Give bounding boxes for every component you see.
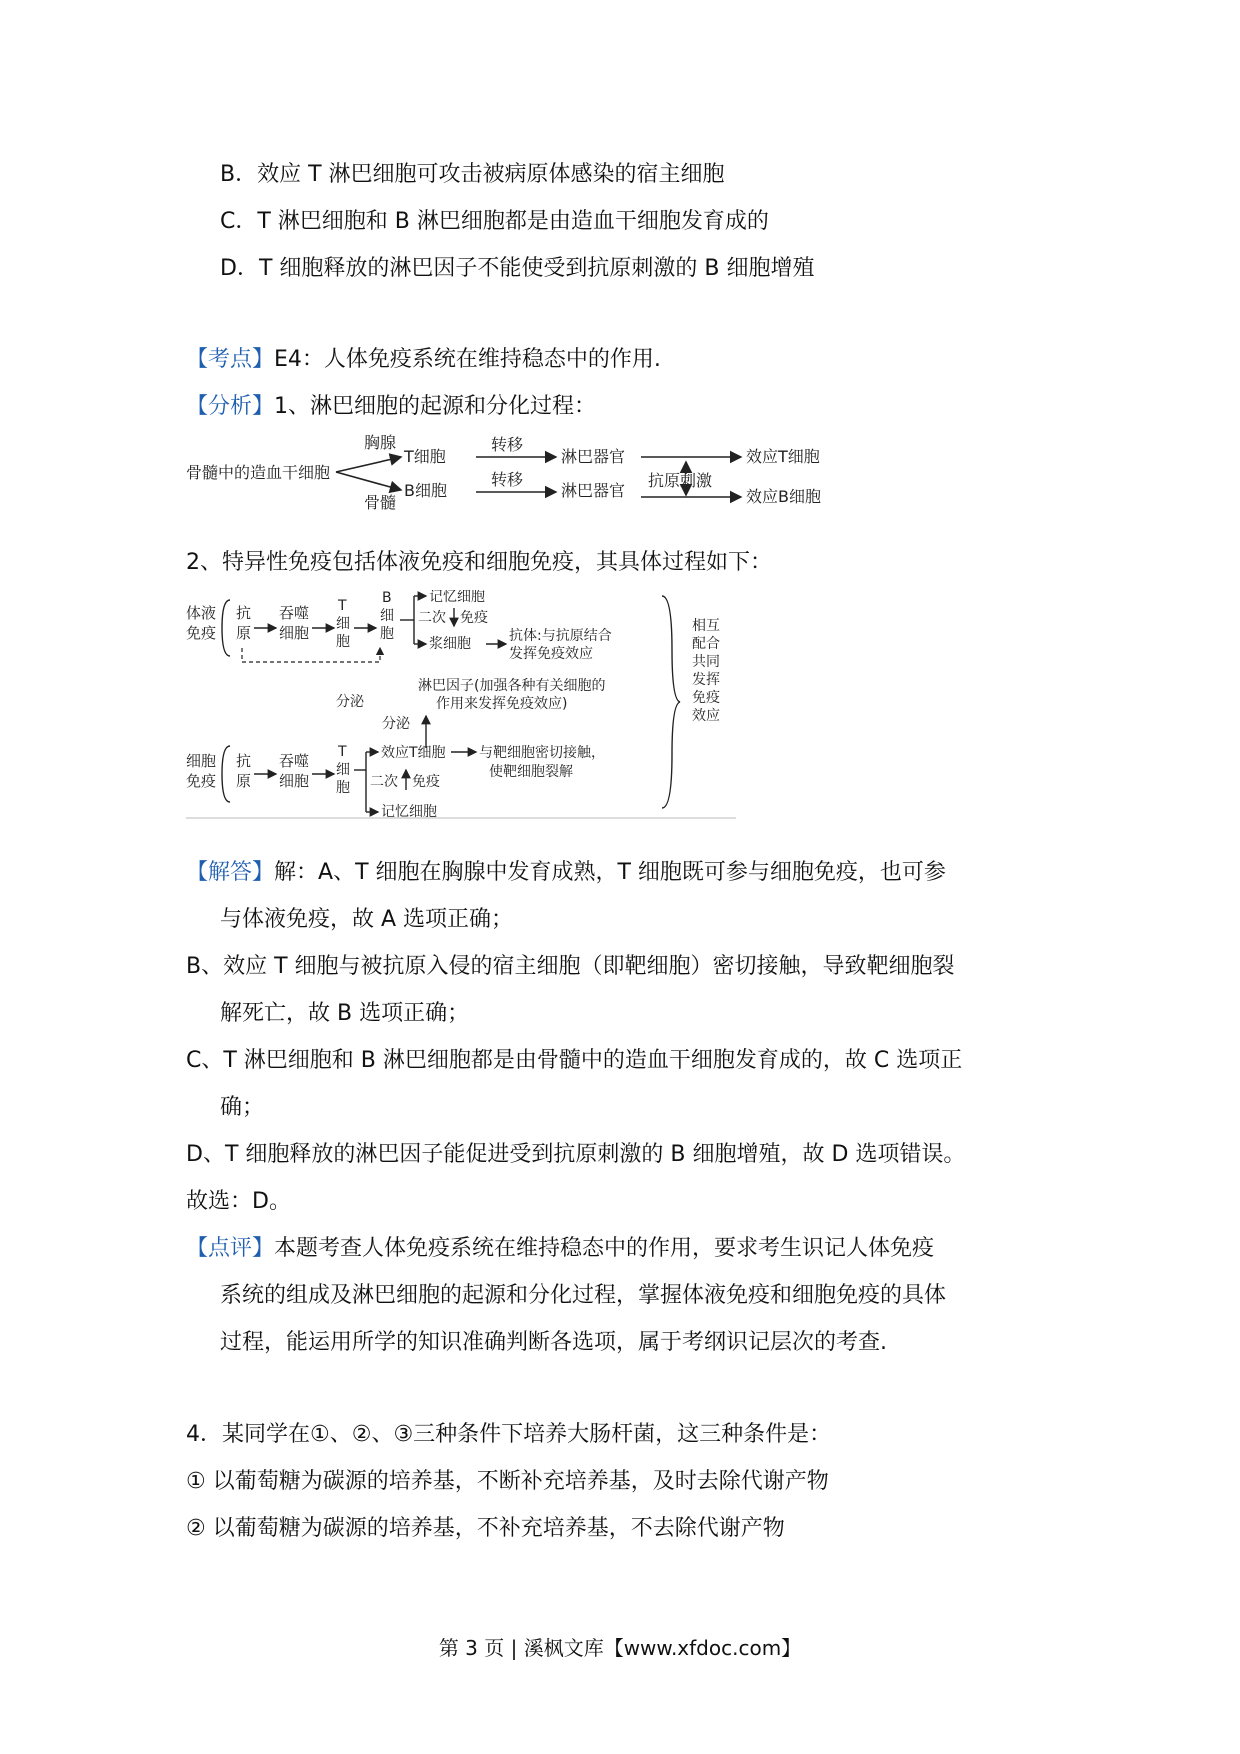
tcell-label-2: 细 [336,616,350,632]
jieda-line-2: 与体液免疫，故 A 选项正确； [220,907,514,932]
option-c: C．T 淋巴细胞和 B 淋巴细胞都是由造血干细胞发育成的 [220,209,769,234]
tcell2-label-1: T [338,744,347,760]
cellular-label-1: 细胞 [186,752,217,770]
antigen-label-1: 抗 [236,604,252,622]
phago-label-2: 细胞 [279,624,310,642]
humoral-label-1: 体液 [186,604,217,622]
fenxi-text: 1、淋巴细胞的起源和分化过程： [274,394,597,419]
dianping-line-2: 系统的组成及淋巴细胞的起源和分化过程，掌握体液免疫和细胞免疫的具体 [220,1283,947,1308]
antigen2-label-1: 抗 [236,752,252,770]
secrete-label-2: 分泌 [382,716,410,732]
b-cell-label: B细胞 [404,481,447,500]
dianping-tag: 【点评】 [186,1236,275,1261]
effector-t-cell: 效应T细胞 [381,745,446,761]
bcell-label-1: B [382,590,392,606]
jieda-line-7: D、T 细胞释放的淋巴因子能促进受到抗原刺激的 B 细胞增殖，故 D 选项错误。 [186,1142,966,1167]
q4-stem: 4．某同学在①、②、③三种条件下培养大肠杆菌，这三种条件是： [186,1422,832,1447]
kaodian-text: E4：人体免疫系统在维持稳态中的作用. [274,347,661,372]
fenxi-line [186,392,596,422]
page-footer: 第 3 页 | 溪枫文库【www.xfdoc.com】 [438,1636,802,1660]
jieda-line-8: 故选：D。 [186,1189,291,1214]
phago2-label-1: 吞噬 [279,752,310,770]
q4-condition-1: ① 以葡萄糖为碳源的培养基，不断补充培养基，及时去除代谢产物 [186,1469,829,1494]
jieda-tag: 【解答】 [186,860,275,885]
cooperate-1: 相互 [692,618,720,634]
tcell-label-3: 胞 [336,634,350,650]
specific-immunity-diagram [186,590,736,820]
cellular-label-2: 免疫 [186,772,217,790]
phago2-label-2: 细胞 [279,772,310,790]
cooperate-6: 效应 [692,708,720,724]
marrow-label: 骨髓 [364,493,397,512]
jieda-text-1: 解：A、T 细胞在胸腺中发育成熟，T 细胞既可参与细胞免疫，也可参 [274,860,946,885]
lymphokine-label-2: 作用来发挥免疫效应) [436,696,568,712]
option-d: D．T 细胞释放的淋巴因子不能使受到抗原刺激的 B 细胞增殖 [220,256,815,281]
immune-top: 免疫 [460,610,488,626]
effector-t-label: 效应T细胞 [746,447,820,466]
plasma-cell-label: 浆细胞 [429,636,471,652]
bcell-label-3: 胞 [380,626,394,642]
jieda-line-3: B、效应 T 细胞与被抗原入侵的宿主细胞（即靶细胞）密切接触，导致靶细胞裂 [186,954,955,979]
thymus-label: 胸腺 [364,433,397,452]
antibody-label-2: 发挥免疫效应 [509,646,593,662]
tcell2-label-3: 胞 [336,780,350,796]
option-b: B．效应 T 淋巴细胞可攻击被病原体感染的宿主细胞 [220,162,725,187]
cooperate-5: 免疫 [692,690,720,706]
cooperate-3: 共同 [692,654,720,670]
antigen2-label-2: 原 [236,772,252,790]
memory-cell-bottom: 记忆细胞 [381,804,437,820]
kaodian-tag: 【考点】 [186,347,275,372]
jieda-line-6: 确； [220,1095,265,1120]
contact-label-1: 与靶细胞密切接触， [479,745,605,761]
tcell-label-1: T [338,598,347,614]
secrete-label-1: 分泌 [336,694,364,710]
transfer-label-2: 转移 [491,470,524,489]
t-cell-label: T细胞 [404,447,446,466]
dianping-line-3: 过程，能运用所学的知识准确判断各选项，属于考纲识记层次的考查. [220,1330,887,1355]
transfer-label-1: 转移 [491,435,524,454]
humoral-label-2: 免疫 [186,624,217,642]
effector-b-label: 效应B细胞 [746,487,821,506]
antigen-stimulus-label: 抗原刺激 [648,471,713,490]
source-label: 骨髓中的造血干细胞 [186,463,331,482]
contact-label-2: 使靶细胞裂解 [489,764,573,780]
tcell2-label-2: 细 [336,762,350,778]
cooperate-4: 发挥 [692,672,720,688]
dianping-text-1: 本题考查人体免疫系统在维持稳态中的作用，要求考生识记人体免疫 [274,1236,935,1261]
lymphokine-label-1: 淋巴因子(加强各种有关细胞的 [418,678,606,694]
item-2-text: 2、特异性免疫包括体液免疫和细胞免疫，其具体过程如下： [186,550,772,575]
dianping-line-1 [186,1234,934,1264]
fenxi-tag: 【分析】 [186,394,275,419]
lymph-organ-label-1: 淋巴器官 [561,447,626,466]
memory-cell-top: 记忆细胞 [429,590,485,605]
bcell-label-2: 细 [380,608,394,624]
antigen-label-2: 原 [236,624,252,642]
phago-label-1: 吞噬 [279,604,310,622]
jieda-line-5: C、T 淋巴细胞和 B 淋巴细胞都是由骨髓中的造血干细胞发育成的，故 C 选项正 [186,1048,963,1073]
second-immune-top: 二次 [418,610,446,626]
antibody-label-1: 抗体:与抗原结合 [509,628,612,644]
kaodian-line [186,345,661,375]
cooperate-2: 配合 [692,636,720,652]
q4-condition-2: ② 以葡萄糖为碳源的培养基，不补充培养基，不去除代谢产物 [186,1516,785,1541]
lymphocyte-origin-diagram [186,432,846,512]
jieda-line-1 [186,858,946,888]
jieda-line-4: 解死亡，故 B 选项正确； [220,1001,470,1026]
lymph-organ-label-2: 淋巴器官 [561,481,626,500]
second-immune-bottom: 二次 [370,774,398,790]
immune-bottom: 免疫 [412,774,440,790]
